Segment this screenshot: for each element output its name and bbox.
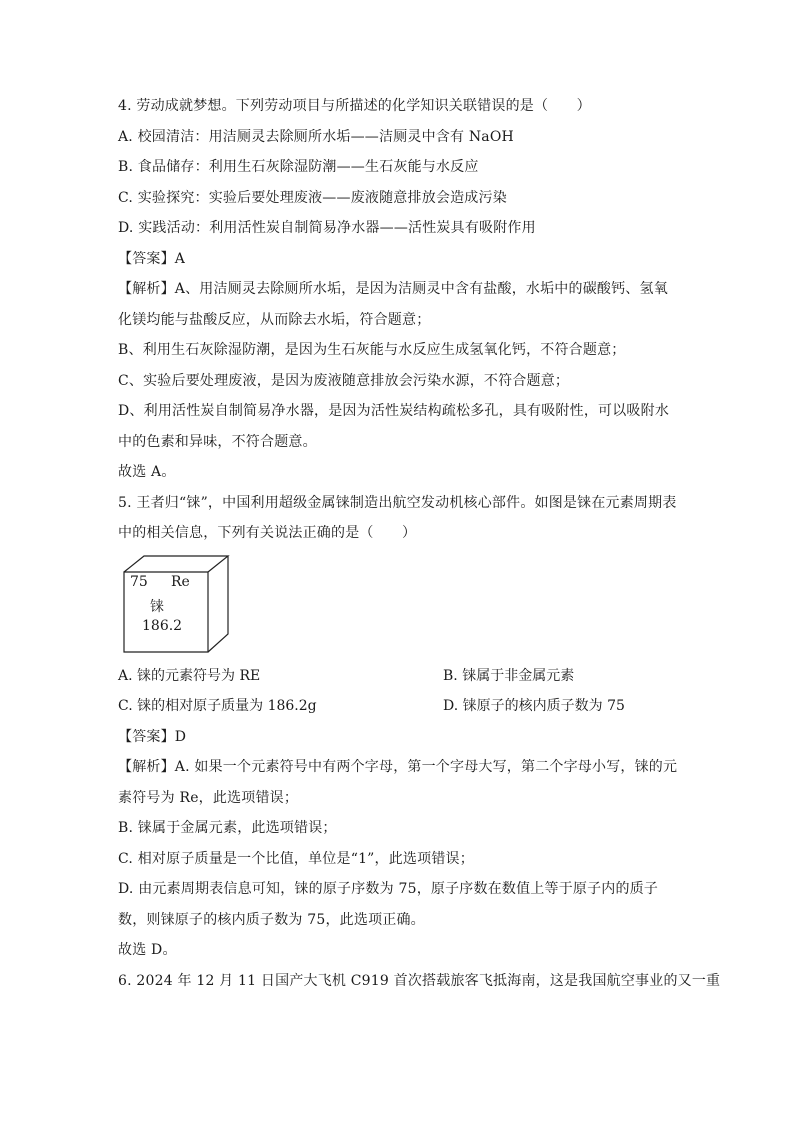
q4-analysis-line: 【解析】A、用洁厕灵去除厕所水垢，是因为洁厕灵中含有盐酸，水垢中的碳酸钙、氢氧 xyxy=(118,281,668,297)
q4-option-c: C. 实验探究：实验后要处理废液——废液随意排放会造成污染 xyxy=(118,189,507,206)
q4-analysis-line: B、利用生石灰除湿防潮，是因为生石灰能与水反应生成氢氧化钙，不符合题意； xyxy=(118,342,626,358)
q4-option-a: A. 校园清洁：用洁厕灵去除厕所水垢——洁厕灵中含有 NaOH xyxy=(118,128,514,145)
q4-analysis-line: D、利用活性炭自制简易净水器，是因为活性炭结构疏松多孔，具有吸附性，可以吸附水 xyxy=(118,403,670,419)
q5-analysis-line: 【解析】A. 如果一个元素符号中有两个字母，第一个字母大写，第二个字母小写，铼的元 xyxy=(118,759,678,775)
q4-analysis-line: 化镁均能与盐酸反应，从而除去水垢，符合题意； xyxy=(118,311,431,328)
q5-options-row xyxy=(118,666,678,686)
q5-stem-line: 中的相关信息，下列有关说法正确的是（ ） xyxy=(118,525,417,541)
q4-answer: 【答案】A xyxy=(118,250,186,267)
q5-option-b: B. 铼属于非金属元素 xyxy=(443,667,575,684)
q5-analysis-line: D. 由元素周期表信息可知，铼的原子序数为 75，原子序数在数值上等于原子内的质子 xyxy=(118,881,659,897)
q5-analysis-line: 素符号为 Re，此选项错误； xyxy=(118,789,299,806)
element-atomic-mass: 186.2 xyxy=(142,617,183,634)
q5-analysis-line: C. 相对原子质量是一个比值，单位是“1”，此选项错误； xyxy=(118,850,474,867)
q4-option-d: D. 实践活动：利用活性炭自制简易净水器——活性炭具有吸附作用 xyxy=(118,220,536,236)
q5-answer: 【答案】D xyxy=(118,728,187,745)
q4-conclusion: 故选 A。 xyxy=(118,464,176,480)
q5-analysis-line: B. 铼属于金属元素，此选项错误； xyxy=(118,820,337,836)
q5-option-c: C. 铼的相对原子质量为 186.2g xyxy=(118,698,317,714)
q5-option-a: A. 铼的元素符号为 RE xyxy=(118,667,261,684)
element-cube-outline xyxy=(120,554,230,654)
q6-stem: 6. 2024 年 12 月 11 日国产大飞机 C919 首次搭载旅客飞抵海南，这是我国航空事业的又一重 xyxy=(118,972,721,989)
q4-option-b: B. 食品储存：利用生石灰除湿防潮——生石灰能与水反应 xyxy=(118,159,479,175)
q5-conclusion: 故选 D。 xyxy=(118,942,177,958)
q4-analysis-line: 中的色素和异味，不符合题意。 xyxy=(118,433,317,450)
q5-option-d: D. 铼原子的核内质子数为 75 xyxy=(443,698,625,714)
q5-options-row xyxy=(118,696,678,716)
q4-analysis-line: C、实验后要处理废液，是因为废液随意排放会污染水源，不符合题意； xyxy=(118,372,570,389)
element-name: 铼 xyxy=(150,598,164,615)
element-symbol: Re xyxy=(171,573,190,590)
element-atomic-number: 75 xyxy=(130,573,148,590)
element-card-figure xyxy=(120,554,230,654)
q4-stem: 4. 劳动成就梦想。下列劳动项目与所描述的化学知识关联错误的是（ ） xyxy=(118,98,591,114)
q5-stem-line: 5. 王者归“铼”，中国利用超级金属铼制造出航空发动机核心部件。如图是铼在元素周期表 xyxy=(118,494,677,511)
document-page xyxy=(118,96,721,1001)
q5-analysis-line: 数，则铼原子的核内质子数为 75，此选项正确。 xyxy=(118,911,425,928)
